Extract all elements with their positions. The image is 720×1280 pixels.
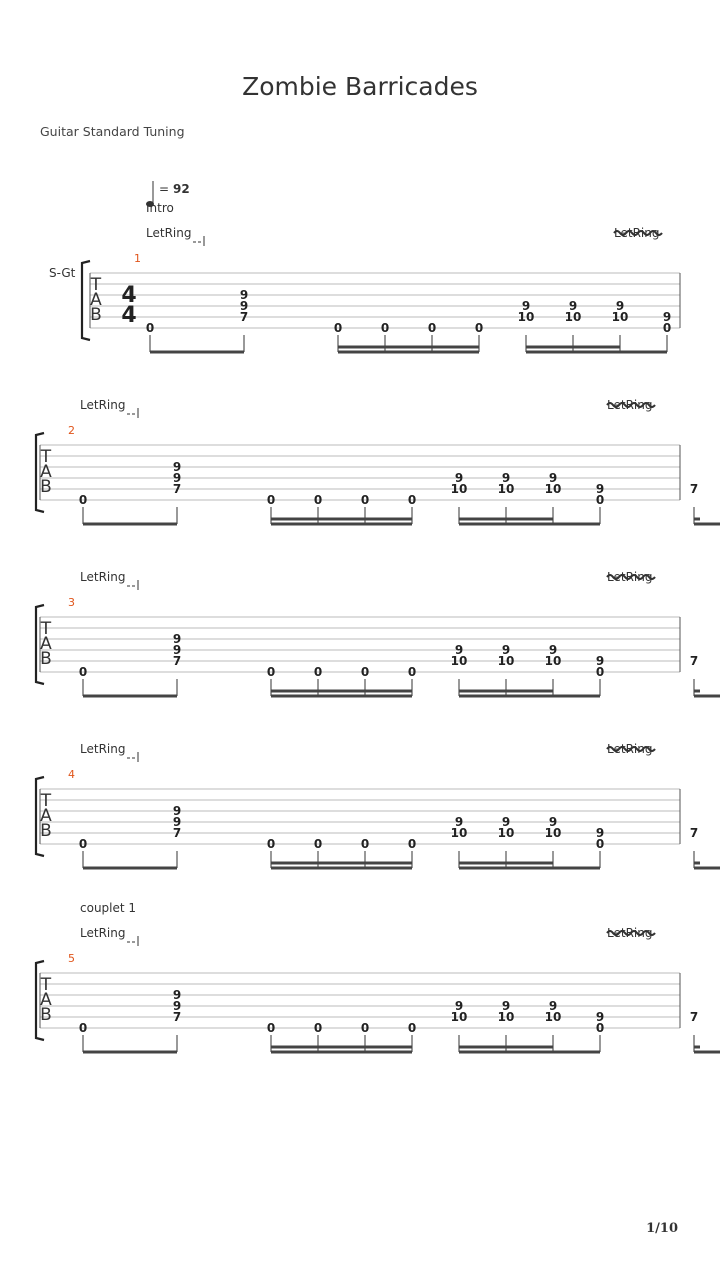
- fret-number: 10: [450, 482, 468, 496]
- fret-number: 10: [517, 310, 535, 324]
- fret-number: 7: [689, 826, 699, 840]
- fret-number: 9: [615, 299, 625, 313]
- fret-number: 9: [595, 654, 605, 668]
- fret-number: 0: [145, 321, 155, 335]
- tab-letter: B: [40, 1005, 52, 1025]
- fret-number: 9: [595, 826, 605, 840]
- fret-number: 7: [172, 482, 182, 496]
- section-text: couplet 1: [80, 901, 137, 915]
- tab-letter: T: [90, 275, 102, 295]
- fret-number: 9: [568, 299, 578, 313]
- fret-number: 7: [172, 826, 182, 840]
- fret-number: 0: [407, 837, 417, 851]
- fret-number: 0: [595, 837, 605, 851]
- fret-number: 9: [501, 999, 511, 1013]
- let-ring-label: LetRing: [146, 226, 192, 240]
- song-title: Zombie Barricades: [242, 72, 478, 101]
- fret-number: 9: [172, 999, 182, 1013]
- fret-number: 9: [454, 815, 464, 829]
- fret-number: 0: [662, 321, 672, 335]
- fret-number: 10: [450, 654, 468, 668]
- fret-number: 9: [172, 988, 182, 1002]
- fret-number: 10: [564, 310, 582, 324]
- system-bracket: [82, 261, 90, 340]
- fret-number: 9: [454, 643, 464, 657]
- fret-number: 10: [544, 826, 562, 840]
- fret-number: 0: [380, 321, 390, 335]
- fret-number: 0: [266, 837, 276, 851]
- measure-number: 3: [68, 596, 75, 609]
- fret-number: 9: [239, 288, 249, 302]
- fret-number: 0: [360, 837, 370, 851]
- tab-letter: A: [40, 990, 52, 1010]
- let-ring-label-end: LetRing: [607, 926, 653, 940]
- tab-letter: A: [90, 290, 102, 310]
- fret-number: 0: [595, 493, 605, 507]
- fret-number: 7: [172, 1010, 182, 1024]
- let-ring-label: LetRing: [80, 398, 126, 412]
- fret-number: 9: [595, 482, 605, 496]
- fret-number: 7: [689, 482, 699, 496]
- measure-number: 1: [134, 252, 141, 265]
- tab-letter: T: [40, 791, 52, 811]
- tab-letter: A: [40, 806, 52, 826]
- fret-number: 7: [172, 654, 182, 668]
- fret-number: 0: [595, 665, 605, 679]
- fret-number: 10: [544, 1010, 562, 1024]
- fret-number: 9: [521, 299, 531, 313]
- fret-number: 0: [266, 493, 276, 507]
- fret-number: 0: [266, 665, 276, 679]
- fret-number: 0: [595, 1021, 605, 1035]
- time-sig-bottom: 4: [121, 303, 137, 328]
- fret-number: 7: [239, 310, 249, 324]
- fret-number: 9: [548, 815, 558, 829]
- fret-number: 0: [266, 1021, 276, 1035]
- fret-number: 0: [360, 493, 370, 507]
- fret-number: 0: [407, 493, 417, 507]
- fret-number: 0: [313, 665, 323, 679]
- fret-number: 9: [172, 804, 182, 818]
- fret-number: 9: [662, 310, 672, 324]
- tab-letter: T: [40, 619, 52, 639]
- track-label: S-Gt: [49, 266, 76, 280]
- tuning-label: Guitar Standard Tuning: [40, 124, 185, 139]
- tab-letter: A: [40, 634, 52, 654]
- fret-number: 9: [501, 643, 511, 657]
- fret-number: 10: [450, 1010, 468, 1024]
- let-ring-label-end: LetRing: [607, 570, 653, 584]
- fret-number: 0: [333, 321, 343, 335]
- tab-letter: B: [40, 821, 52, 841]
- fret-number: 10: [497, 826, 515, 840]
- fret-number: 0: [427, 321, 437, 335]
- fret-number: 9: [548, 999, 558, 1013]
- fret-number: 9: [172, 632, 182, 646]
- fret-number: 10: [497, 482, 515, 496]
- fret-number: 9: [454, 999, 464, 1013]
- fret-number: 0: [78, 837, 88, 851]
- fret-number: 9: [454, 471, 464, 485]
- fret-number: 10: [544, 482, 562, 496]
- tab-letter: B: [40, 477, 52, 497]
- fret-number: 0: [360, 1021, 370, 1035]
- fret-number: 0: [313, 837, 323, 851]
- fret-number: 9: [172, 471, 182, 485]
- tab-letter: B: [90, 305, 102, 325]
- fret-number: 9: [239, 299, 249, 313]
- fret-number: 9: [172, 643, 182, 657]
- tempo-value: 92: [173, 182, 190, 196]
- fret-number: 10: [450, 826, 468, 840]
- fret-number: 0: [407, 1021, 417, 1035]
- let-ring-label: LetRing: [80, 570, 126, 584]
- let-ring-label: LetRing: [80, 742, 126, 756]
- fret-number: 0: [360, 665, 370, 679]
- fret-number: 9: [501, 815, 511, 829]
- fret-number: 0: [313, 493, 323, 507]
- fret-number: 9: [548, 643, 558, 657]
- fret-number: 9: [501, 471, 511, 485]
- fret-number: 0: [78, 1021, 88, 1035]
- let-ring-label-end: LetRing: [614, 226, 660, 240]
- fret-number: 7: [689, 1010, 699, 1024]
- fret-number: 10: [497, 1010, 515, 1024]
- tempo-prefix: =: [159, 182, 170, 196]
- page-number: 1/10: [646, 1221, 678, 1236]
- section-label: Intro: [146, 201, 174, 215]
- fret-number: 9: [595, 1010, 605, 1024]
- fret-number: 7: [689, 654, 699, 668]
- tab-letter: T: [40, 975, 52, 995]
- measure-number: 2: [68, 424, 75, 437]
- tab-letter: T: [40, 447, 52, 467]
- fret-number: 0: [474, 321, 484, 335]
- fret-number: 10: [497, 654, 515, 668]
- let-ring-label-end: LetRing: [607, 742, 653, 756]
- fret-number: 10: [611, 310, 629, 324]
- fret-number: 9: [172, 815, 182, 829]
- fret-number: 0: [78, 665, 88, 679]
- measure-number: 4: [68, 768, 75, 781]
- fret-number: 0: [407, 665, 417, 679]
- measure-number: 5: [68, 952, 75, 965]
- let-ring-label: LetRing: [80, 926, 126, 940]
- fret-number: 9: [548, 471, 558, 485]
- fret-number: 0: [78, 493, 88, 507]
- let-ring-label-end: LetRing: [607, 398, 653, 412]
- time-sig-top: 4: [121, 283, 137, 308]
- fret-number: 10: [544, 654, 562, 668]
- tab-letter: A: [40, 462, 52, 482]
- fret-number: 9: [172, 460, 182, 474]
- fret-number: 0: [313, 1021, 323, 1035]
- tab-letter: B: [40, 649, 52, 669]
